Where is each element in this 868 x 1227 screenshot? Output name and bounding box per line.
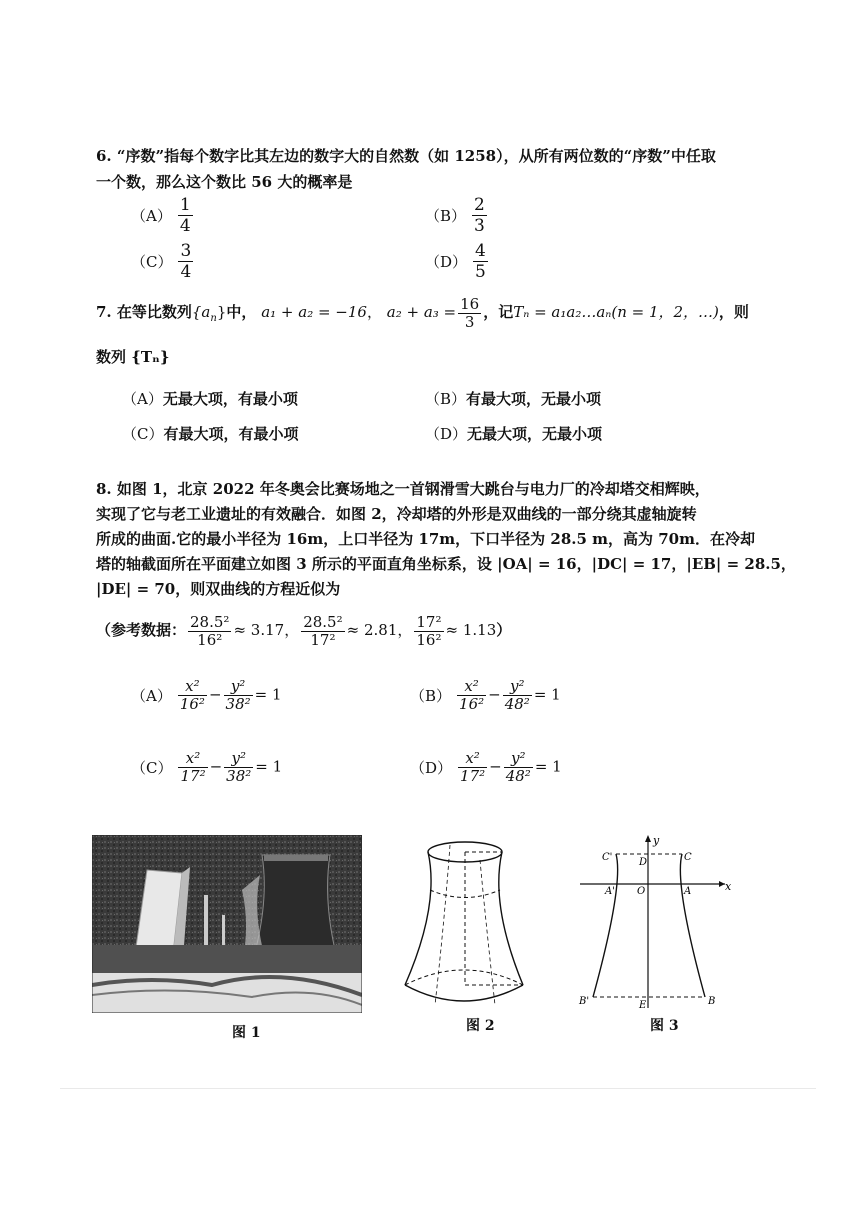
label-a: A — [684, 886, 692, 897]
option-fraction: $\frac{3}{4}$ — [180, 241, 192, 282]
q7-option-a[interactable] — [122, 388, 298, 410]
x-fraction: $\frac{\text{x²}}{\text{16²}}$ — [459, 677, 485, 713]
page-divider — [60, 1088, 816, 1089]
q8-reference-data: （参考数据： $\frac{\text{28.5²}}{\text{16²}}$ ≈ 3.17， $\frac{\text{28.5²}}{\text{17²}}$ ≈ 2.81， $\frac{\text{17²}}{\text{16²}}$ ≈ 1.13） — [96, 612, 512, 649]
label-a-prime: A' — [605, 886, 615, 897]
q6-option-a[interactable] — [131, 195, 195, 236]
tower-rim — [264, 855, 328, 861]
q8-option-b[interactable]: （B） $\frac{\text{x²}}{\text{16²}}$ − $\frac{\text{y²}}{\text{48²}}$ = 1 — [410, 677, 561, 713]
q8-line5: |DE| = 70，则双曲线的方程近似为 — [96, 580, 341, 598]
option-label: （C） — [122, 425, 164, 443]
ref-fraction-1: $\frac{\text{28.5²}}{\text{16²}}$ — [190, 612, 230, 649]
q6-line1: 6. “序数”指每个数字比其左边的数字大的自然数（如 1258），从所有两位数的“序数”中任取 — [96, 147, 716, 165]
q7-option-b[interactable] — [425, 388, 601, 410]
y-fraction: $\frac{\text{y²}}{\text{48²}}$ — [504, 677, 530, 713]
label-o: O — [637, 886, 646, 897]
q8-option-a[interactable]: （A） $\frac{\text{x²}}{\text{16²}}$ − $\frac{\text{y²}}{\text{38²}}$ = 1 — [131, 677, 282, 713]
generatrix — [435, 845, 450, 1005]
figure-2-caption: 图 2 — [466, 1018, 495, 1034]
x-fraction: $\frac{\text{x²}}{\text{17²}}$ — [460, 749, 486, 785]
y-axis-arrow — [645, 835, 651, 842]
q7-line2: 数列 {Tₙ} — [96, 348, 170, 366]
option-text: 无最大项，无最小项 — [467, 425, 603, 443]
q6-option-d[interactable] — [425, 241, 490, 282]
bottom-front — [405, 985, 523, 1001]
q7-line1: 7. 在等比数列$\{a_n\}$中， a₁ + a₂ = −16， a₂ + a₃ = $\frac{16}{3}$ ，记Tₙ = a₁a₂…aₙ(n = 1，2，…)，则 — [96, 294, 749, 331]
option-label: （A） — [131, 206, 172, 225]
x-fraction: $\frac{\text{x²}}{\text{17²}}$ — [180, 749, 206, 785]
q6-option-c[interactable] — [131, 241, 195, 282]
left-outline — [405, 852, 431, 985]
label-e: E — [639, 1000, 647, 1011]
q7-option-d[interactable] — [425, 423, 602, 445]
option-label: （B） — [425, 390, 467, 408]
q8-line1: 8. 如图 1，北京 2022 年冬奥会比赛场地之一首钢滑雪大跳台与电力厂的冷却塔交相辉映， — [96, 480, 710, 498]
right-hyperbola-branch — [680, 854, 705, 997]
bottom-back — [405, 970, 523, 985]
label-y: y — [653, 834, 660, 847]
q7-eq2-fraction: $\frac{16}{3}$ — [460, 294, 480, 331]
option-fraction: $\frac{2}{3}$ — [474, 195, 485, 236]
q6-line2: 一个数，那么这个数比 56 大的概率是 — [96, 173, 353, 191]
option-label: （D） — [425, 252, 468, 271]
option-label: （A） — [131, 686, 172, 705]
label-b: B — [708, 996, 716, 1007]
left-hyperbola-branch — [593, 854, 618, 997]
label-x: x — [725, 880, 732, 893]
q8-line3: 所成的曲面.它的最小半径为 16m，上口半径为 17m，下口半径为 28.5 m，高为 70m．在冷却 — [96, 530, 755, 548]
q6-option-b[interactable] — [425, 195, 489, 236]
q7-option-c[interactable] — [122, 423, 299, 445]
x-fraction: $\frac{\text{x²}}{\text{16²}}$ — [179, 677, 205, 713]
y-fraction: $\frac{\text{y²}}{\text{38²}}$ — [225, 677, 251, 713]
figure-2-tower-sketch — [400, 835, 525, 1015]
figure-3-caption: 图 3 — [650, 1018, 679, 1034]
option-label: （D） — [425, 425, 468, 443]
option-text: 有最大项，无最小项 — [466, 390, 602, 408]
label-c: C — [684, 852, 692, 863]
option-fraction: $\frac{4}{5}$ — [475, 241, 486, 282]
y-fraction: $\frac{\text{y²}}{\text{38²}}$ — [226, 749, 252, 785]
option-text: 有最大项，有最小项 — [163, 425, 299, 443]
option-label: （B） — [425, 206, 467, 225]
option-label: （C） — [131, 758, 173, 777]
option-label: （C） — [131, 252, 173, 271]
label-b-prime: B' — [579, 996, 590, 1007]
q7-tn-definition: Tₙ = a₁a₂…aₙ(n = 1，2，…) — [513, 303, 719, 321]
q8-line2: 实现了它与老工业遗址的有效融合．如图 2，冷却塔的外形是双曲线的一部分绕其虚轴旋转 — [96, 505, 697, 523]
ref-fraction-3: $\frac{\text{17²}}{\text{16²}}$ — [416, 612, 442, 649]
option-text: 无最大项，有最小项 — [162, 390, 298, 408]
figure-1-caption: 图 1 — [232, 1025, 261, 1041]
q8-option-c[interactable]: （C） $\frac{\text{x²}}{\text{17²}}$ − $\frac{\text{y²}}{\text{38²}}$ = 1 — [131, 749, 283, 785]
figure-1-photo — [92, 835, 362, 1013]
q7-eq2: a₂ + a₃ = — [386, 303, 457, 321]
q7-eq1: a₁ + a₂ = −16 — [261, 303, 367, 321]
y-fraction: $\frac{\text{y²}}{\text{48²}}$ — [505, 749, 531, 785]
ref-fraction-2: $\frac{\text{28.5²}}{\text{17²}}$ — [303, 612, 343, 649]
generatrix — [480, 860, 495, 1005]
buildings — [92, 945, 362, 975]
q8-option-d[interactable]: （D） $\frac{\text{x²}}{\text{17²}}$ − $\frac{\text{y²}}{\text{48²}}$ = 1 — [410, 749, 562, 785]
option-fraction: $\frac{1}{4}$ — [179, 195, 191, 236]
figure-3-coordinate-diagram — [575, 832, 735, 1012]
label-d: D — [639, 857, 648, 868]
option-label: （B） — [410, 686, 452, 705]
option-label: （A） — [122, 390, 163, 408]
right-outline — [499, 852, 523, 985]
q8-line4: 塔的轴截面所在平面建立如图 3 所示的平面直角坐标系，设 |OA| = 16，|DC| = 17，|EB| = 28.5， — [96, 555, 796, 573]
option-label: （D） — [410, 758, 453, 777]
label-c-prime: C' — [602, 852, 613, 863]
